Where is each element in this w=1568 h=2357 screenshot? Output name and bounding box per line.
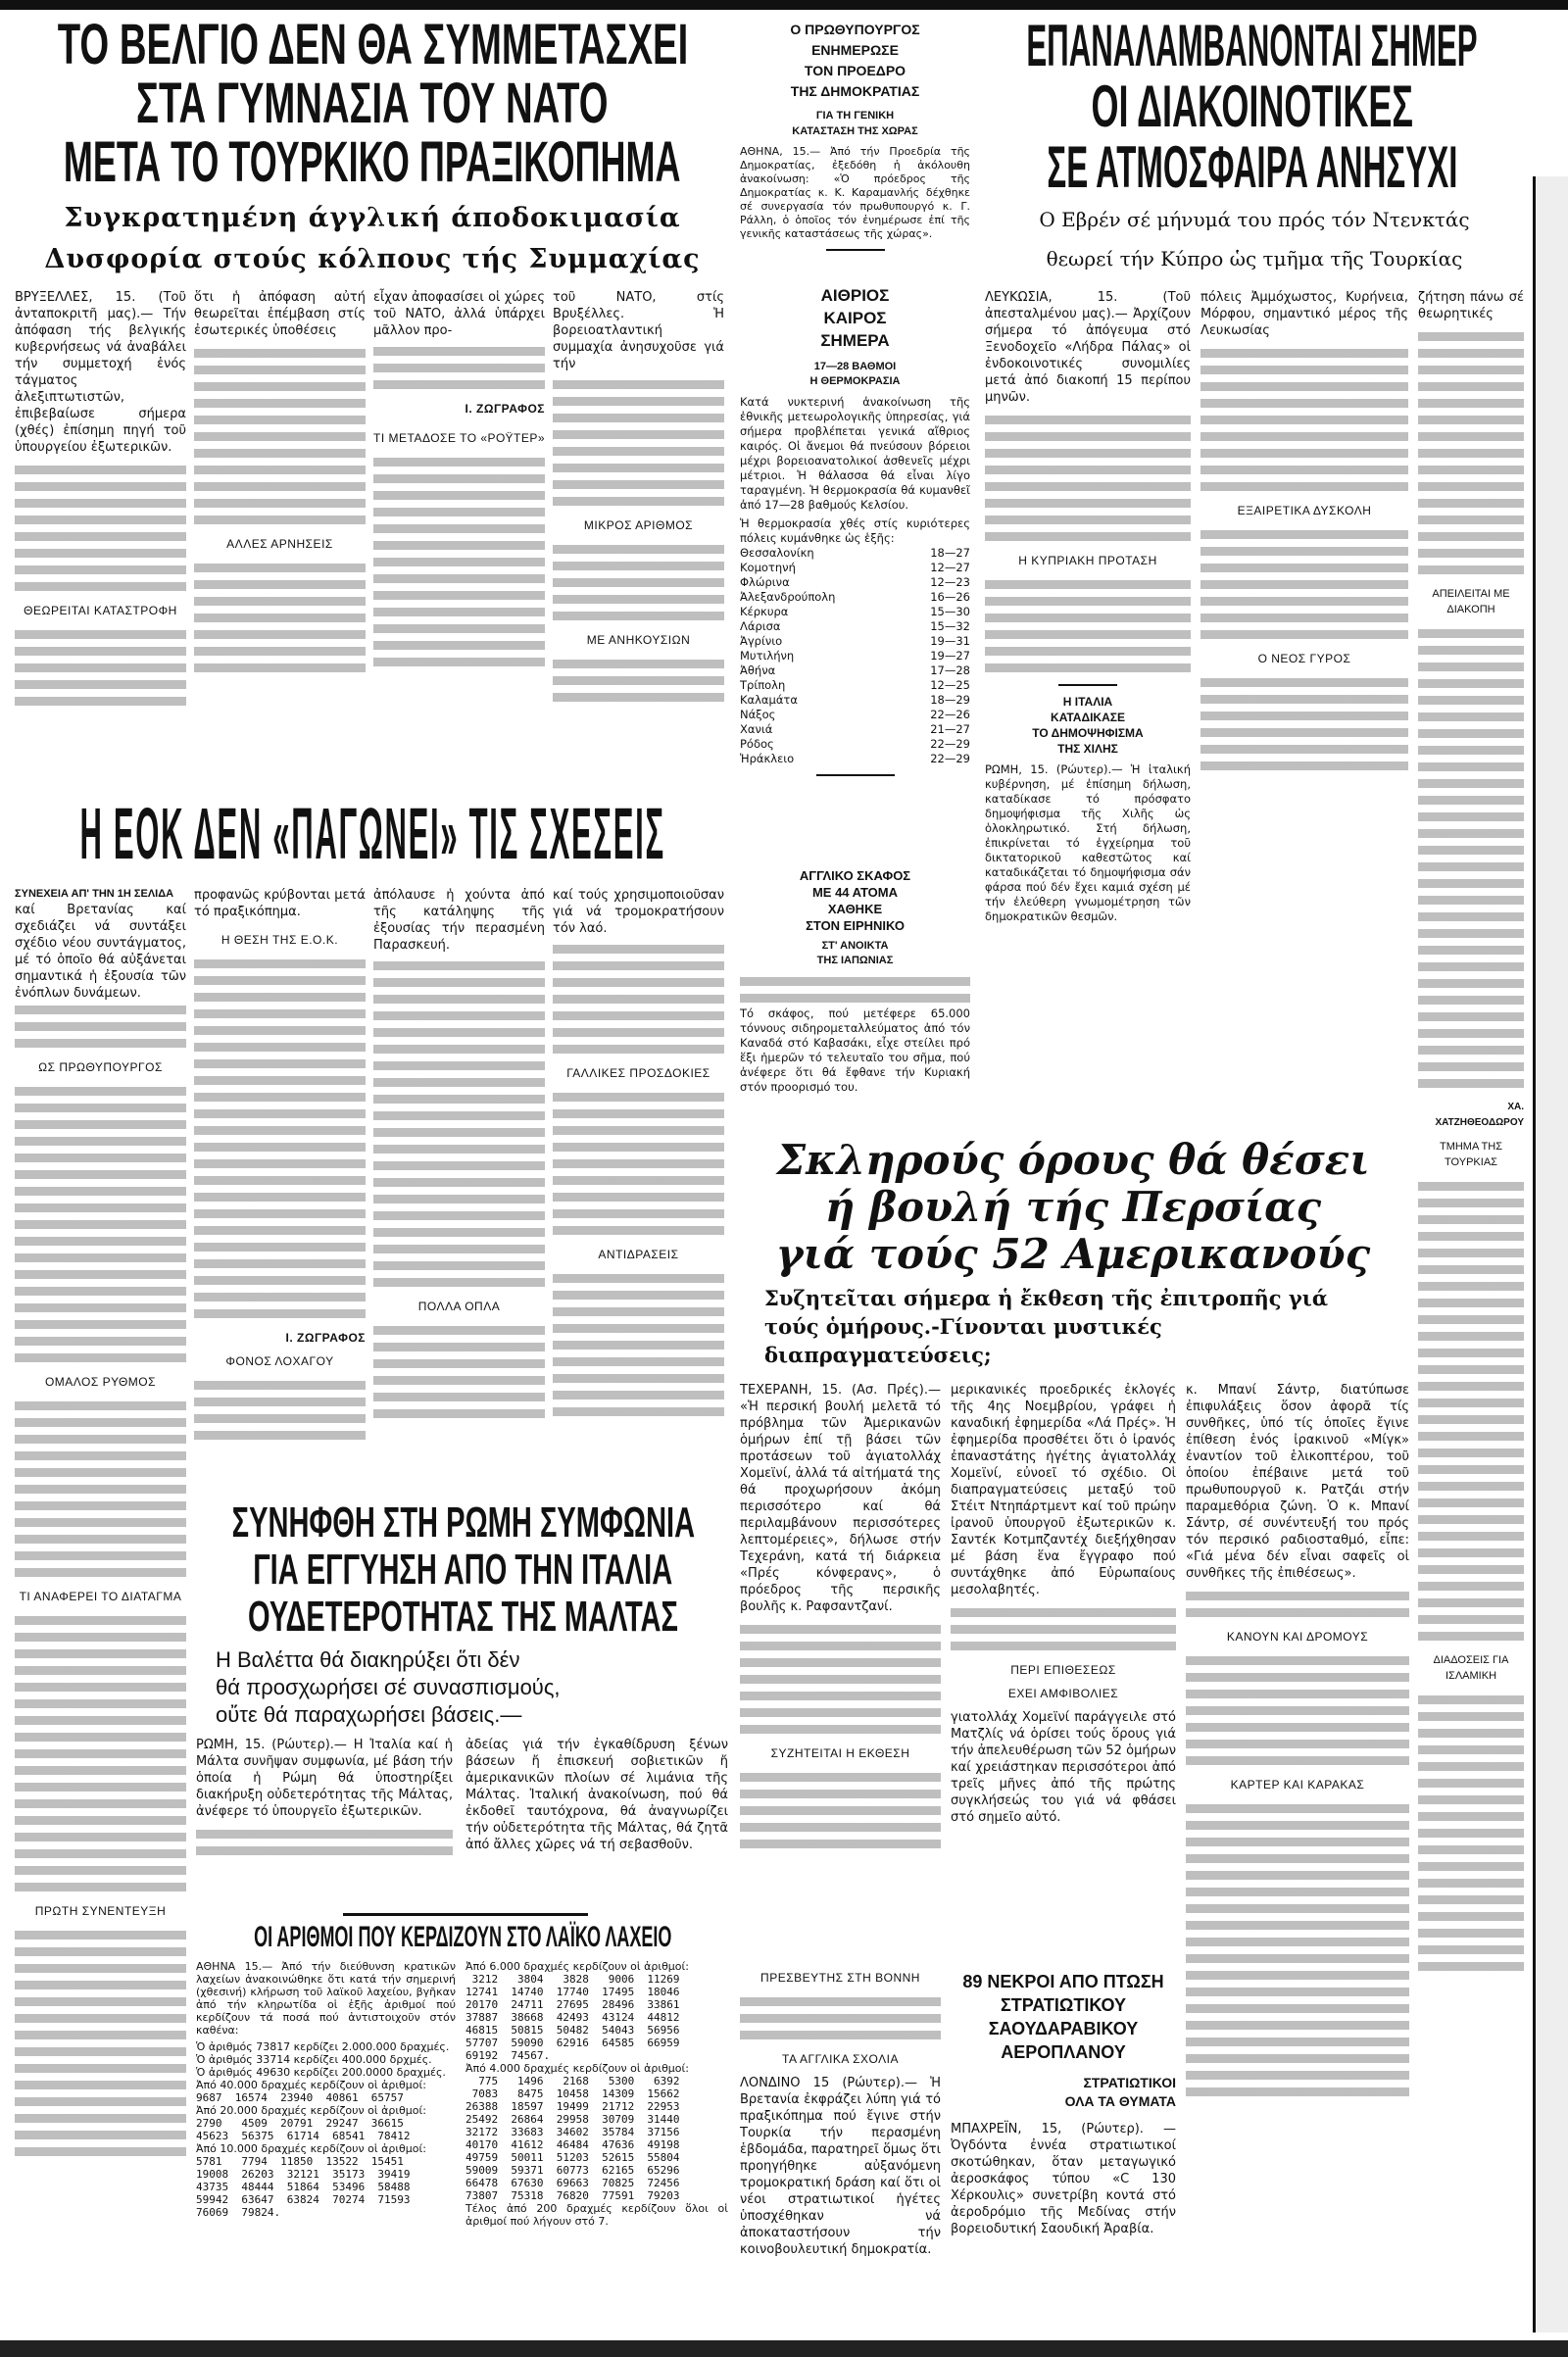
section-heading: ΜΙΚΡΟΣ ΑΡΙΘΜΟΣ — [583, 518, 694, 532]
city-name: Λάρισα — [740, 619, 781, 633]
headline-line: Ο ΠΡΩΘΥΠΟΥΡΓΟΣ — [790, 22, 920, 37]
headline-line: ΤΗΣ ΔΗΜΟΚΡΑΤΙΑΣ — [790, 83, 920, 99]
headline-line: ΣΥΝΗΦΘΗ ΣΤΗ ΡΩΜΗ ΣΥΜΦΩΝΙΑ — [231, 1498, 695, 1547]
headline-line: ΤΟΝ ΠΡΟΕΔΡΟ — [804, 63, 906, 78]
section-heading: ΠΡΩΤΗ ΣΥΝΕΝΤΕΥΞΗ — [34, 1904, 167, 1918]
temperature-range: 21—27 — [930, 722, 970, 736]
top-prize: Ὁ ἀριθμός 73817 κερδίζει 2.000.000 δραχμές. — [196, 2040, 450, 2053]
cyprus-headline — [980, 13, 1524, 200]
belgium-col-2 — [194, 289, 366, 676]
tier-numbers: 9687 16574 23940 40861 65757 — [196, 2091, 404, 2104]
belgium-col-4 — [553, 289, 724, 706]
headline-line: ΜΕ 44 ΑΤΟΜΑ — [811, 885, 899, 900]
section-heading: ΔΙΑΔΟΣΕΙΣ ΓΙΑ ΙΣΛΑΜΙΚΗ — [1433, 1654, 1509, 1682]
pm-brief — [740, 20, 970, 251]
text-block — [740, 973, 970, 1007]
headline-line: Η ΕΟΚ ΔΕΝ «ΠΑΓΩΝΕΙ» ΤΙΣ ΣΧΕΣΕΙΣ — [79, 793, 665, 874]
city-name: Ἀγρίνιο — [740, 634, 783, 648]
text-block — [373, 454, 545, 670]
text-block — [1418, 625, 1524, 1092]
divider — [1058, 684, 1117, 686]
tier-label: Ἀπό 10.000 δραχμές κερδίζουν οἱ ἀριθμοί: — [196, 2142, 426, 2155]
headline-line: ΜΕΤΑ ΤΟ ΤΟΥΡΚΙΚΟ ΠΡΑΞΙΚΟΠΗΜΑ — [64, 130, 681, 194]
ship-subhead — [740, 939, 970, 968]
section-heading: ΤΙ ΜΕΤΑΔΟΣΕ ΤΟ «ΡΟΫΤΕΡ» — [373, 431, 545, 445]
section-heading: ΜΕ ΑΝΗΚΟΥΣΙΩΝ — [586, 633, 691, 647]
section-heading: ΚΑΡΤΕΡ ΚΑΙ ΚΑΡΑΚΑΣ — [1230, 1778, 1365, 1792]
text-block — [196, 1826, 453, 1859]
temperature-range: 22—26 — [930, 708, 970, 721]
temperature-range: 15—30 — [930, 605, 970, 618]
temperature-row — [740, 634, 970, 649]
headline-line: ΚΑΤΑΔΙΚΑΣΕ — [1051, 711, 1125, 724]
subhead-line: Συγκρατημένη άγγλική άποδοκιμασία — [64, 203, 681, 233]
iran-col-3 — [1186, 1382, 1409, 2100]
city-name: Θεσσαλονίκη — [740, 546, 814, 560]
bottom-border — [0, 2340, 1568, 2357]
subhead-line: ΚΑΤΑΣΤΑΣΗ ΤΗΣ ΧΩΡΑΣ — [792, 125, 918, 137]
text-block — [194, 956, 366, 1322]
subhead-line: ΣΤ' ΑΝΟΙΚΤΑ — [821, 940, 889, 952]
top-prize: Ὁ ἀριθμός 33714 κερδίζει 400.000 δρχμές. — [196, 2053, 432, 2066]
section-heading: ΠΡΕΣΒΕΥΤΗΣ ΣΤΗ ΒΟΝΝΗ — [760, 1971, 920, 1985]
section-heading: Η ΚΥΠΡΙΑΚΗ ΠΡΟΤΑΣΗ — [1018, 554, 1157, 567]
continued-label: ΣΥΝΕΧΕΙΑ ΑΠ' ΤΗΝ 1Η ΣΕΛΙΔΑ — [15, 888, 174, 900]
belgium-headline — [15, 13, 730, 194]
article-text: ὅτι ἡ ἀπόφαση αὐτή θεωρεῖται ἐπέμβαση στίς ἐσωτερικές ὑποθέσεις — [194, 290, 366, 338]
city-name: Ἡράκλειο — [740, 752, 795, 765]
article-text: ΛΟΝΔΙΝΟ 15 (Ρώυτερ).— Ἡ Βρετανία ἐκφράζει λύπη γιά τό πραξικόπημα πού ἔγινε στήν Τουρκία τήν περασμένη ἑβδομάδα, παρατηρεῖ ὅμως ὅτι προηγήθηκε αὐξανόμενη τρομοκρατική δράση καί ὅτι οἱ νέοι στρατιωτικοί ἡγέτες ὑποσχέθηκαν νά ἀποκαταστήσουν τήν κοινοβουλευτική δημοκρατία. — [740, 2076, 942, 2257]
forecast-text: Κατά νυκτερινή ἀνακοίνωση τῆς ἐθνικῆς μετεωρολογικῆς ὑπηρεσίας, γιά σήμερα προβλέπεται γενικά αἴθριος καιρός. Οἱ ἄνεμοι θά πνεύσουν βόρειοι μέχρι βορειοανατολικοί ἀσθενεῖς μέχρι μέτριοι. Ἡ θάλασσα θά εἶναι λίγο ταραγμένη. Ἡ θερμοκρασία θά κυμανθεῖ ἀπό 17—28 βαθμούς Κελσίου. — [740, 395, 970, 512]
temperature-row — [740, 649, 970, 663]
weather-subhead — [740, 360, 970, 389]
section-heading: ΕΧΕΙ ΑΜΦΙΒΟΛΙΕΣ — [1007, 1687, 1119, 1700]
text-block — [553, 1270, 724, 1420]
cyprus-col-1 — [985, 289, 1191, 924]
subhead-line: θεωρεί τήν Κύπρο ὡς τμῆμα τῆς Τουρκίας — [1046, 247, 1463, 270]
city-name: Κέρκυρα — [740, 605, 789, 618]
text-block — [1200, 674, 1408, 774]
text-block — [15, 1612, 186, 1895]
tier-numbers: 775 1496 2168 5300 6392 7083 8475 10458 14309 15662 26388 18597 19499 21712 22953 25492 26864 29958 30709 31440 32172 33683 34602 35784 37156 40170 41612 46484 47636 49198 49759 50011 51203 52615 55804 59009 59371 60773 62165 65296 66478 67630 69663 70825 72456 73807 75318 76820 77591 79203 — [466, 2075, 680, 2202]
article-text: ΜΠΑΧΡΕΪΝ, 15, (Ρώυτερ). — Ὀγδόντα ἐννέα στρατιωτικοί σκοτώθηκαν, ὅταν μεταγωγικό ἀεροσκάφος τύπου «C 130 Χέρκουλις» συνετρίβη κοντά στό ἀεροδρόμιο τῆς Μεδίνας στήν βορειοδυτική Σαουδική Ἀραβία. — [951, 2122, 1176, 2236]
subhead-line: Η Βαλέττα θά διακηρύξει ὅτι δέν — [216, 1647, 520, 1672]
text-block — [1418, 1178, 1524, 1645]
temperature-row — [740, 561, 970, 575]
article-text: τοῦ ΝΑΤΟ, στίς Βρυξέλλες. Ἡ βορειοατλαντική συμμαχία ἀνησυχοῦσε γιά τήν — [553, 290, 724, 371]
subhead-line: Ο Εβρέν σέ μήνυμά του πρός τόν Ντενκτάς — [1039, 208, 1470, 231]
article-text: καί τούς χρησιμοποιοῦσαν γιά νά τρομοκρατήσουν τόν λαό. — [553, 888, 724, 936]
section-heading: Ο ΝΕΟΣ ΓΥΡΟΣ — [1257, 652, 1351, 665]
text-block — [15, 626, 186, 710]
subhead-line: 17—28 ΒΑΘΜΟΙ — [813, 361, 897, 372]
section-heading: ΤΜΗΜΑ ΤΗΣ ΤΟΥΡΚΙΑΣ — [1439, 1141, 1503, 1168]
text-block — [1186, 1652, 1409, 1769]
lottery-col-2 — [466, 1960, 728, 2228]
text-block — [373, 343, 545, 393]
city-name: Φλώρινα — [740, 575, 790, 589]
lottery-col-1 — [196, 1960, 456, 2219]
top-prize: Ὁ ἀριθμός 49630 κερδίζει 200.0000 δραχμές. — [196, 2066, 446, 2079]
text-block — [15, 1002, 186, 1052]
temperature-range: 22—29 — [930, 737, 970, 751]
section-heading: ΚΑΝΟΥΝ ΚΑΙ ΔΡΟΜΟΥΣ — [1226, 1630, 1369, 1644]
brief-subhead — [740, 108, 970, 139]
cyprus-subhead — [985, 200, 1524, 278]
city-name: Μυτιλήνη — [740, 649, 795, 663]
text-block — [373, 1322, 545, 1422]
section-heading: ΤΑ ΑΓΓΛΙΚΑ ΣΧΟΛΙΑ — [782, 2052, 899, 2066]
subhead-line: ΟΛΑ ΤΑ ΘΥΜΑΤΑ — [1064, 2093, 1176, 2109]
city-name: Ἀθήνα — [740, 663, 776, 677]
section-heading: ΦΟΝΟΣ ΛΟΧΑΓΟΥ — [225, 1354, 334, 1368]
headline-line: ΤΟ ΒΕΛΓΙΟ ΔΕΝ ΘΑ ΣΥΜΜΕΤΑΣΧΕΙ — [57, 13, 688, 76]
forecast-intro: Ἡ θερμοκρασία χθές στίς κυριότερες πόλεις κυμάνθηκε ὡς ἑξῆς: — [740, 516, 970, 545]
text-block — [985, 576, 1191, 676]
headline-line: ΟΙ ΔΙΑΚΟΙΝΟΤΙΚΕΣ — [1091, 74, 1413, 139]
malta-col-1 — [196, 1737, 453, 1859]
article-text: ζήτηση πάνω σέ θεωρητικές — [1418, 290, 1524, 321]
temperature-table — [740, 546, 970, 766]
temperature-range: 15—32 — [930, 619, 970, 633]
article-text: πόλεις Ἀμμόχωστος, Κυρήνεια, Μόρφου, σημαντικό μέρος τῆς Λευκωσίας — [1200, 290, 1408, 338]
turkey-col — [740, 1970, 941, 2258]
plane-story — [951, 1970, 1176, 2237]
temperature-row — [740, 722, 970, 737]
headline-line: ΣΕ ΑΤΜΟΣΦΑΙΡΑ ΑΝΗΣΥΧΙ — [1047, 134, 1457, 200]
weather-headline — [740, 284, 970, 352]
subhead-line: ΓΙΑ ΤΗ ΓΕΝΙΚΗ — [815, 110, 895, 122]
belgium-col-1 — [15, 289, 186, 710]
section-heading: ΟΜΑΛΟΣ ΡΥΘΜΟΣ — [44, 1375, 157, 1389]
headline-line: ΑΙΘΡΙΟΣ — [820, 286, 890, 305]
text-block — [1418, 1692, 1524, 1975]
article-text: ΛΕΥΚΩΣΙΑ, 15. (Τοῦ ἀπεσταλμένου μας).— Ἀρχίζουν σήμερα τό ἀπόγευμα στό Ξενοδοχεῖο «Λήδρα Πάλας» οἱ ἐνδοκοινοτικές συνομιλίες μετά ἀπό διακοπή 15 περίπου μηνῶν. — [985, 290, 1191, 405]
section-heading: ΩΣ ΠΡΩΘΥΠΟΥΡΓΟΣ — [38, 1060, 163, 1074]
headline-line: ΑΕΡΟΠΛΑΝΟΥ — [1001, 2042, 1126, 2062]
city-name: Χανιά — [740, 722, 773, 736]
article-text: εἶχαν ἀποφασίσει οἱ χώρες τοῦ ΝΑΤΟ, ἀλλά ὑπάρχει μᾶλλον προ- — [373, 290, 545, 338]
text-block — [15, 1083, 186, 1366]
headline-line: ΕΠΑΝΑΛΑΜΒΑΝΟΝΤΑΙ ΣΗΜΕΡ — [1026, 13, 1478, 78]
section-heading: ΓΑΛΛΙΚΕΣ ΠΡΟΣΔΟΚΙΕΣ — [566, 1066, 710, 1080]
text-block — [194, 1377, 366, 1444]
city-name: Καλαμάτα — [740, 693, 798, 707]
temperature-range: 18—29 — [930, 693, 970, 707]
subhead-line: ΣΤΡΑΤΙΩΤΙΚΟΙ — [1083, 2075, 1176, 2090]
subhead-line: ΤΗΣ ΙΑΠΩΝΙΑΣ — [816, 955, 894, 966]
eec-col-1 — [15, 887, 186, 2160]
iran-col-1 — [740, 1382, 941, 1852]
lottery-headline — [196, 1921, 730, 1954]
temperature-row — [740, 693, 970, 708]
temperature-range: 12—27 — [930, 561, 970, 574]
cyprus-col-2 — [1200, 289, 1408, 774]
section-heading: ΑΠΕΙΛΕΙΤΑΙ ΜΕ ΔΙΑΚΟΠΗ — [1432, 588, 1510, 615]
subhead-line: Η ΘΕΡΜΟΚΡΑΣΙΑ — [809, 375, 901, 387]
belgium-col-3 — [373, 289, 545, 670]
divider — [826, 249, 885, 251]
eec-headline — [15, 794, 730, 874]
headline-line: ΓΙΑ ΕΓΓΥΗΣΗ ΑΠΟ ΤΗΝ ΙΤΑΛΙΑ — [253, 1546, 673, 1594]
byline: Ι. ΖΩΓΡΑΦΟΣ — [465, 402, 545, 416]
article-text: κ. Μπανί Σάντρ, διατύπωσε ἐπιφυλάξεις ὅσον ἀφορᾶ τίς συνθῆκες, ὑπό τίς ὁποῖες ἔγινε ἐπίθεση ἑνός ἰρακινοῦ «Μίγκ» ἐναντίον τοῦ ἑλικοπτέρου, τοῦ ὁποίου ἐπέβαινε μετά τοῦ πρωθυπουργοῦ κ. Ρατζάι στήν παραμεθόρια ζώνη. Ὁ κ. Μπανί Σάντρ, σέ συνέντευξή του πρός τόν περσικό ραδιοσταθμό, εἶπε: «Γιά μένα δέν εἶναι σαφεῖς οἱ συνθῆκες τῆς ἐπιθέσεως». — [1186, 1383, 1409, 1581]
tier-label: Ἀπό 20.000 δραχμές κερδίζουν οἱ ἀριθμοί: — [196, 2104, 426, 2117]
temperature-range: 16—26 — [930, 590, 970, 604]
section-heading: ΘΕΩΡΕΙΤΑΙ ΚΑΤΑΣΤΡΟΦΗ — [24, 604, 177, 617]
text-block — [1186, 1800, 1409, 2100]
text-block — [194, 345, 366, 528]
section-heading: ΕΞΑΙΡΕΤΙΚΑ ΔΥΣΚΟΛΗ — [1237, 504, 1372, 517]
article-text: ἀπόλαυσε ἡ χούντα ἀπό τῆς κατάληψης τῆς ἐξουσίας τήν περασμένη Παρασκευή. — [373, 888, 545, 953]
eec-col-4 — [553, 887, 724, 1420]
headline-line: ΕΝΗΜΕΡΩΣΕ — [811, 42, 899, 58]
temperature-range: 12—23 — [930, 575, 970, 589]
text-block — [740, 1621, 941, 1738]
headline-line: ΧΑΘΗΚΕ — [827, 902, 883, 916]
text-block — [740, 1769, 941, 1852]
section-heading: ΑΝΤΙΔΡΑΣΕΙΣ — [598, 1248, 679, 1261]
temperature-row — [740, 708, 970, 722]
headline-line: ΣΗΜΕΡΑ — [820, 331, 890, 350]
text-block — [553, 541, 724, 624]
text-block — [553, 1089, 724, 1239]
ship-headline — [740, 867, 970, 934]
tier-label: Ἀπό 4.000 δραχμές κερδίζουν οἱ ἀριθμοί: — [466, 2062, 689, 2075]
article-text: γιατολλάχ Χομεϊνί παράγγειλε στό Ματζλίς νά ὁρίσει τούς ὅρους γιά τήν ἀπελευθέρωση τῶν 52 ὁμήρων καί χρειάστηκαν περισσότεροι ἀπό τρεῖς μῆνες ἀπό τῆς πρώτης συγκλήσεώς του γιά νά φθάσει στό σημεῖο αὐτό. — [951, 1710, 1176, 1825]
ship-story — [740, 867, 970, 1095]
tier-numbers: 2790 4509 20791 29247 36615 45623 56375 61714 68541 78412 — [196, 2117, 411, 2142]
section-heading: ΤΙ ΑΝΑΦΕΡΕΙ ΤΟ ΔΙΑΤΑΓΜΑ — [19, 1590, 182, 1603]
headline-line: ΚΑΙΡΟΣ — [823, 309, 887, 327]
text-block — [373, 958, 545, 1291]
text-block — [15, 1398, 186, 1581]
text-block — [1418, 328, 1524, 578]
cyprus-col-3 — [1418, 289, 1524, 1975]
headline-line: 89 ΝΕΚΡΟΙ ΑΠΟ ΠΤΩΣΗ — [962, 1972, 1164, 1991]
subhead-line: Δυσφορία στούς κόλπους τής Συμμαχίας — [44, 244, 701, 274]
section-heading: ΠΟΛΛΑ ΟΠΛΑ — [417, 1300, 501, 1313]
headline-line: γιά τούς 52 Αμερικανούς — [775, 1230, 1371, 1278]
text-block — [194, 560, 366, 676]
subhead-line: θά προσχωρήσει σέ συνασπισμούς, — [216, 1675, 561, 1699]
temperature-row — [740, 619, 970, 634]
temperature-row — [740, 737, 970, 752]
article-text: ἀδείας γιά τήν ἐγκαθίδρυση ξένων βάσεων ἤ ἐπισκευή σοβιετικῶν ἤ ἀμερικανικῶν πλοίων σέ λιμάνια τῆς Μάλτας. Ἰταλική ἀνακοίνωση, πού θά ἐκδοθεῖ ταυτόχρονα, θά ἀναγνωρίζει τήν οὐδετερότητα τῆς Μάλτας, θά ζητᾶ ἀπό ἄλλες χῶρες νά τή σεβασθοῦν. — [466, 1738, 728, 1852]
iran-headline — [740, 1137, 1406, 1278]
temperature-row — [740, 663, 970, 678]
temperature-range: 17—28 — [930, 663, 970, 677]
article-text: Τό σκάφος, πού μετέφερε 65.000 τόννους σιδηρομεταλλεύματος ἀπό τόν Καναδά στό Καβασάκι, εἶχε στείλει πρό ἕξι ἡμερῶν τό τελευταῖο του σῆμα, πού ἀνέφερε ὅτι θά ἔφθανε τήν Κυριακή στόν προορισμό του. — [740, 1007, 970, 1094]
text-block — [553, 376, 724, 510]
section-heading: Η ΘΕΣΗ ΤΗΣ Ε.Ο.Κ. — [220, 933, 339, 947]
article-text: ΡΩΜΗ, 15. (Ρώυτερ).— Ἡ ἰταλική κυβέρνηση, μέ ἐπίσημη δήλωση, καταδίκασε τό πρόσφατο δημοψήφισμα τῆς Χιλῆς ὡς ὁλοκληρωτικό. Στή δήλωση, ἐπικρίνεται τό ἐγχείρημα τοῦ δικτατορικοῦ καθεστῶτος καί καταδικάζεται τό δημοψήφισμα σάν φάρσα πού δέν ἔχει καμιά σχέση μέ τήν ἐλεύθερη γνωμομέτρηση τῶν δημοκρατικῶν θεσμῶν. — [985, 762, 1191, 923]
headline-line: ΟΥΔΕΤΕΡΟΤΗΤΑΣ ΤΗΣ ΜΑΛΤΑΣ — [248, 1593, 678, 1641]
malta-subhead — [216, 1646, 725, 1729]
text-block — [1186, 1588, 1409, 1621]
eec-col-3 — [373, 887, 545, 1422]
divider — [343, 1913, 588, 1916]
temperature-row — [740, 605, 970, 619]
text-block — [1200, 345, 1408, 495]
divider — [816, 774, 895, 776]
temperature-row — [740, 752, 970, 766]
tier-numbers: 3212 3804 3828 9006 11269 12741 14740 17740 17495 18046 20170 24711 27695 28496 33861 37887 38668 42493 43124 44812 46815 50815 50482 54043 56956 57707 59090 62916 64585 66959 69192 74567. — [466, 1973, 680, 2062]
malta-col-2 — [466, 1737, 728, 1853]
plane-headline — [951, 1970, 1176, 2064]
lottery-intro: ΑΘΗΝΑ 15.— Ἀπό τήν διεύθυνση κρατικῶν λαχείων ἀνακοινώθηκε ὅτι κατά τήν σημερινή (χθεσινή) κλήρωση τοῦ λαϊκοῦ λαχείου, βγῆκαν ἀπό τήν κληρωτίδα οἱ ἑξῆς ἀριθμοί πού κερδίζουν τά ποσά πού ἀντιστοιχοῦν στόν καθένα: — [196, 1960, 456, 2037]
temperature-range: 12—25 — [930, 678, 970, 692]
temperature-range: 19—31 — [930, 634, 970, 648]
text-block — [553, 941, 724, 1057]
weather-box — [740, 284, 970, 776]
top-border — [0, 0, 1568, 10]
temperature-range: 19—27 — [930, 649, 970, 663]
text-block — [553, 656, 724, 706]
article-text: ΑΘΗΝΑ, 15.— Ἀπό τήν Προεδρία τῆς Δημοκρατίας, ἐξεδόθη ἡ ἀκόλουθη ἀνακοίνωση: «Ὁ πρόεδρος τῆς Δημοκρατίας κ. Κ. Καραμανλής δέχθηκε σέ συνεργασία τόν πρωθυπουργό κ. Γ. Ράλλη, ὁ ὁποῖος τόν ἐνημέρωσε ἐπί τῆς γενικῆς καταστάσεως τῆς χώρας». — [740, 145, 970, 240]
section-heading: ΑΛΛΕΣ ΑΡΝΗΣΕΙΣ — [226, 537, 333, 551]
article-text: ΡΩΜΗ, 15. (Ρώυτερ).— Η Ἰταλία καί ἡ Μάλτα συνῆψαν συμφωνία, μέ βάση τήν ὁποία ἡ Ρώμη θά ὑποστηρίξει διακήρυξη οὐδετερότητας τῆς Μάλτας, ἀνέφερε τό ὑπουργεῖο ἐξωτερικῶν. — [196, 1738, 453, 1819]
city-name: Νάξος — [740, 708, 776, 721]
malta-headline — [196, 1499, 730, 1641]
city-name: Ρόδος — [740, 737, 774, 751]
lottery-closing: Τέλος ἀπό 200 δραχμές κερδίζουν ὅλοι οἱ ἀριθμοί πού λήγουν στό 7. — [466, 2202, 728, 2228]
headline-line: ΣΑΟΥΔΑΡΑΒΙΚΟΥ — [988, 2019, 1139, 2038]
headline-line: ΤΗΣ ΧΙΛΗΣ — [1057, 742, 1118, 756]
temperature-range: 18—27 — [930, 546, 970, 560]
iran-subhead: Συζητεῖται σήμερα ἡ ἔκθεση τῆς ἐπιτροπῆς γιά τούς ὁμήρους.-Γίνονται μυστικές διαπραγματεύσεις; — [764, 1286, 1329, 1367]
headline-line: ΟΙ ΑΡΙΘΜΟΙ ΠΟΥ ΚΕΡΔΙΖΟΥΝ ΣΤΟ ΛΑΪΚΟ ΛΑΧΕΙΟ — [254, 1921, 672, 1953]
section-heading: ΠΕΡΙ ΕΠΙΘΕΣΕΩΣ — [1010, 1663, 1116, 1677]
page-edge — [1533, 176, 1568, 2332]
headline-line: ΣΤΑ ΓΥΜΝΑΣΙΑ ΤΟΥ ΝΑΤΟ — [136, 72, 609, 135]
text-block — [15, 462, 186, 595]
headline-line: Σκληρούς όρους θά θέσει — [776, 1136, 1370, 1184]
tier-label: Ἀπό 6.000 δραχμές κερδίζουν οἱ ἀριθμοί: — [466, 1960, 689, 1973]
headline-line: ή βουλή τής Περσίας — [824, 1183, 1322, 1231]
belgium-subhead — [15, 198, 730, 280]
byline: ΧΑ. ΧΑΤΖΗΘΕΟΔΩΡΟΥ — [1435, 1102, 1524, 1128]
temperature-row — [740, 678, 970, 693]
chile-headline — [985, 694, 1191, 757]
brief-headline — [740, 20, 970, 102]
temperature-row — [740, 590, 970, 605]
city-name: Κομοτηνή — [740, 561, 796, 574]
temperature-range: 22—29 — [930, 752, 970, 765]
article-text: προφανῶς κρύβονται μετά τό πραξικόπημα. — [194, 888, 366, 919]
text-block — [1200, 526, 1408, 643]
text-block — [15, 1927, 186, 2160]
text-block — [985, 412, 1191, 545]
tier-label: Ἀπό 40.000 δραχμές κερδίζουν οἱ ἀριθμοί: — [196, 2079, 426, 2091]
headline-line: ΑΓΓΛΙΚΟ ΣΚΑΦΟΣ — [799, 868, 911, 883]
article-text: μερικανικές προεδρικές ἐκλογές τῆς 4ης Νοεμβρίου, γράφει ἡ καναδική ἐφημερίδα «Λά Πρές». Ἡ ἐφημερίδα προσθέτει ὅτι ὁ ἰρανός ἐπαναστάτης ἡγέτης ἀγιατολλάχ Χομεϊνί, εὐνοεῖ τό σχέδιο. Οἱ διαπραγματεύσεις μεταξύ τοῦ Στέιτ Ντηπάρτμεντ καί τοῦ πρώην ἰρανοῦ ὑπουργοῦ ἐξωτερικῶν κ. Σαντέκ Κοτμπζαντέχ διεξήχθησαν μέ βάση ἕνα ἔγγραφο πού συντάχθηκε ἀπό Εὐρωπαίους μεσολαβητές. — [951, 1383, 1176, 1597]
article-text: καί Βρετανίας καί σχεδιάζει νά συντάξει σχέδιο νέου συντάγματος, μέ τό ὁποῖο θά αὐξάνεται σημαντικά ἡ ἐξουσία τῶν ἐνόπλων δυνάμεων. — [15, 903, 186, 1001]
headline-line: ΤΟ ΔΗΜΟΨΗΦΙΣΜΑ — [1032, 726, 1144, 740]
text-block — [740, 1993, 941, 2043]
eec-col-2 — [194, 887, 366, 1444]
byline: Ι. ΖΩΓΡΑΦΟΣ — [285, 1331, 366, 1345]
temperature-row — [740, 575, 970, 590]
iran-col-2 — [951, 1382, 1176, 1826]
headline-line: Η ΙΤΑΛΙΑ — [1062, 695, 1113, 709]
plane-subhead — [951, 2074, 1176, 2111]
city-name: Τρίπολη — [740, 678, 786, 692]
subhead-line: οὔτε θά παραχωρήσει βάσεις.— — [216, 1702, 522, 1727]
city-name: Ἀλεξανδρούπολη — [740, 590, 836, 604]
article-text: ΤΕΧΕΡΑΝΗ, 15. (Ασ. Πρές).— «Ἡ περσική βουλή μελετᾶ τό πρόβλημα τῶν Ἀμερικανῶν ὁμήρων ἐπί τῇ βάσει τῶν προτάσεων τοῦ ἀγιατολλάχ Χομεϊνί, ἀλλά τά αἰτήματά της θά προχωρήσουν ἀκόμη περισσότερο καί θά περιλαμβάνουν περισσότερες λεπτομέρειες», δήλωσε στήν Τεχεράνη, κατά τή διάρκεια «Πρές κόνφερανς», ὁ πρόεδρος τῆς περσικῆς βουλῆς κ. Ραφσαντζανί. — [740, 1383, 941, 1614]
tier-numbers: 5781 7794 11850 13522 15451 19008 26203 32121 35173 39419 43735 48444 51864 53496 58488 59942 63647 63824 70274 71593 76069 79824. — [196, 2155, 411, 2219]
text-block — [951, 1604, 1176, 1654]
temperature-row — [740, 546, 970, 561]
article-text: ΒΡΥΞΕΛΛΕΣ, 15. (Τοῦ ἀνταποκριτῆ μας).— Τήν ἀπόφαση τής βελγικής κυβερνήσεως νά ἀναβάλει τήν συμμετοχή ἑνός τάγματος ἀλεξιπτωτιστῶν, ἐπιβεβαίωσε σήμερα (χθές) ἐπίσημη πηγή τοῦ ὑπουργείου ἐξωτερικῶν. — [15, 290, 186, 455]
headline-line: ΣΤΟΝ ΕΙΡΗΝΙΚΟ — [806, 918, 905, 933]
headline-line: ΣΤΡΑΤΙΩΤΙΚΟΥ — [1000, 1995, 1127, 2015]
section-heading: ΣΥΖΗΤΕΙΤΑΙ Η ΕΚΘΕΣΗ — [770, 1746, 910, 1760]
